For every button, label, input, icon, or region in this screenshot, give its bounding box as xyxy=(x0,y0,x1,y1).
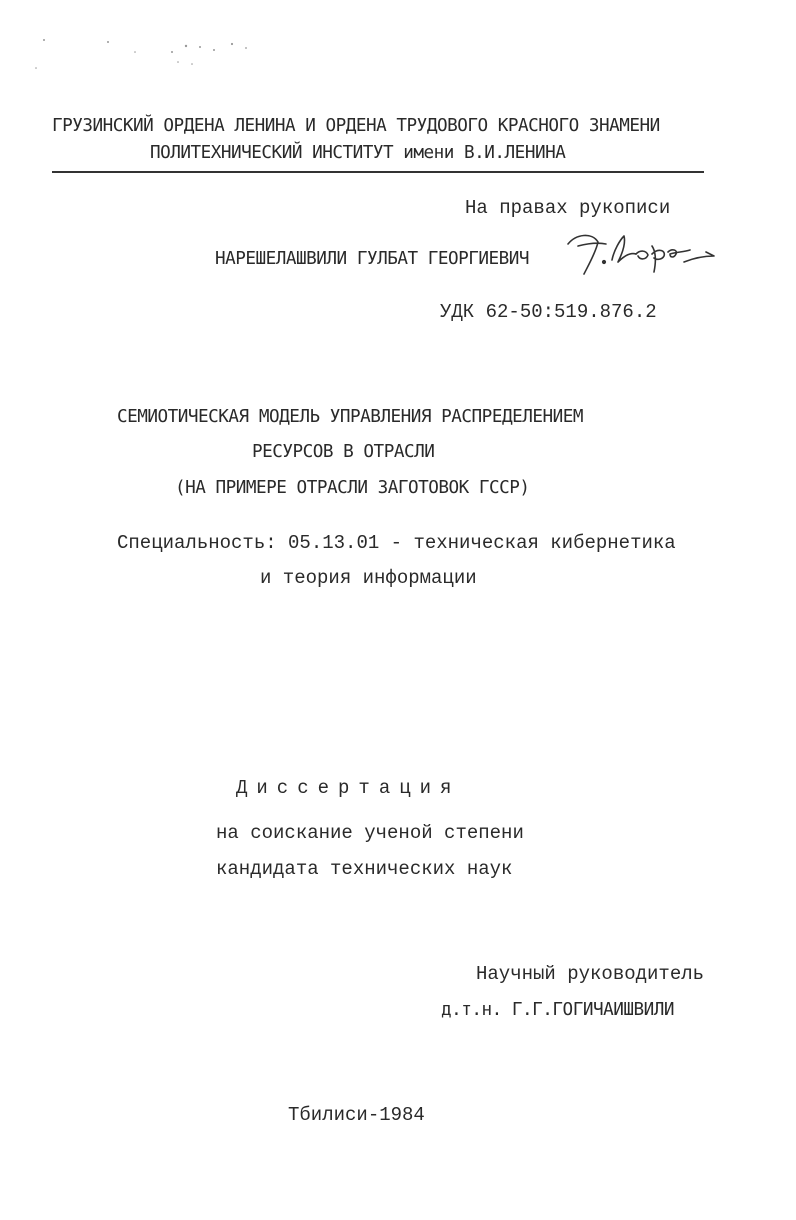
institution-line-2: ПОЛИТЕХНИЧЕСКИЙ ИНСТИТУТ имени В.И.ЛЕНИНА xyxy=(150,142,566,163)
degree-line-2: кандидата технических наук xyxy=(216,858,513,880)
place-year: Тбилиси-1984 xyxy=(288,1104,425,1126)
scan-specks xyxy=(0,0,796,90)
supervisor-label: Научный руководитель xyxy=(476,963,705,985)
specialty-line-2: и теория информации xyxy=(260,567,477,589)
title-line-1: СЕМИОТИЧЕСКАЯ МОДЕЛЬ УПРАВЛЕНИЯ РАСПРЕДЕЛЕНИЕМ xyxy=(117,406,583,427)
author-name: НАРЕШЕЛАШВИЛИ ГУЛБАТ ГЕОРГИЕВИЧ xyxy=(215,248,530,269)
header-divider xyxy=(52,171,704,173)
specialty-line-1: Специальность: 05.13.01 - техническая кибернетика xyxy=(117,532,676,554)
udc-code: УДК 62-50:519.876.2 xyxy=(440,301,657,323)
title-line-3: (НА ПРИМЕРЕ ОТРАСЛИ ЗАГОТОВОК ГССР) xyxy=(175,477,530,498)
degree-line-1: на соискание ученой степени xyxy=(216,822,524,844)
manuscript-note: На правах рукописи xyxy=(465,197,671,219)
institution-line-1: ГРУЗИНСКИЙ ОРДЕНА ЛЕНИНА И ОРДЕНА ТРУДОВОГО КРАСНОГО ЗНАМЕНИ xyxy=(52,115,660,136)
work-type-label: Диссертация xyxy=(236,777,461,799)
title-line-2: РЕСУРСОВ В ОТРАСЛИ xyxy=(252,441,435,462)
supervisor-name: д.т.н. Г.Г.ГОГИЧАИШВИЛИ xyxy=(441,999,674,1020)
author-signature xyxy=(566,222,716,276)
